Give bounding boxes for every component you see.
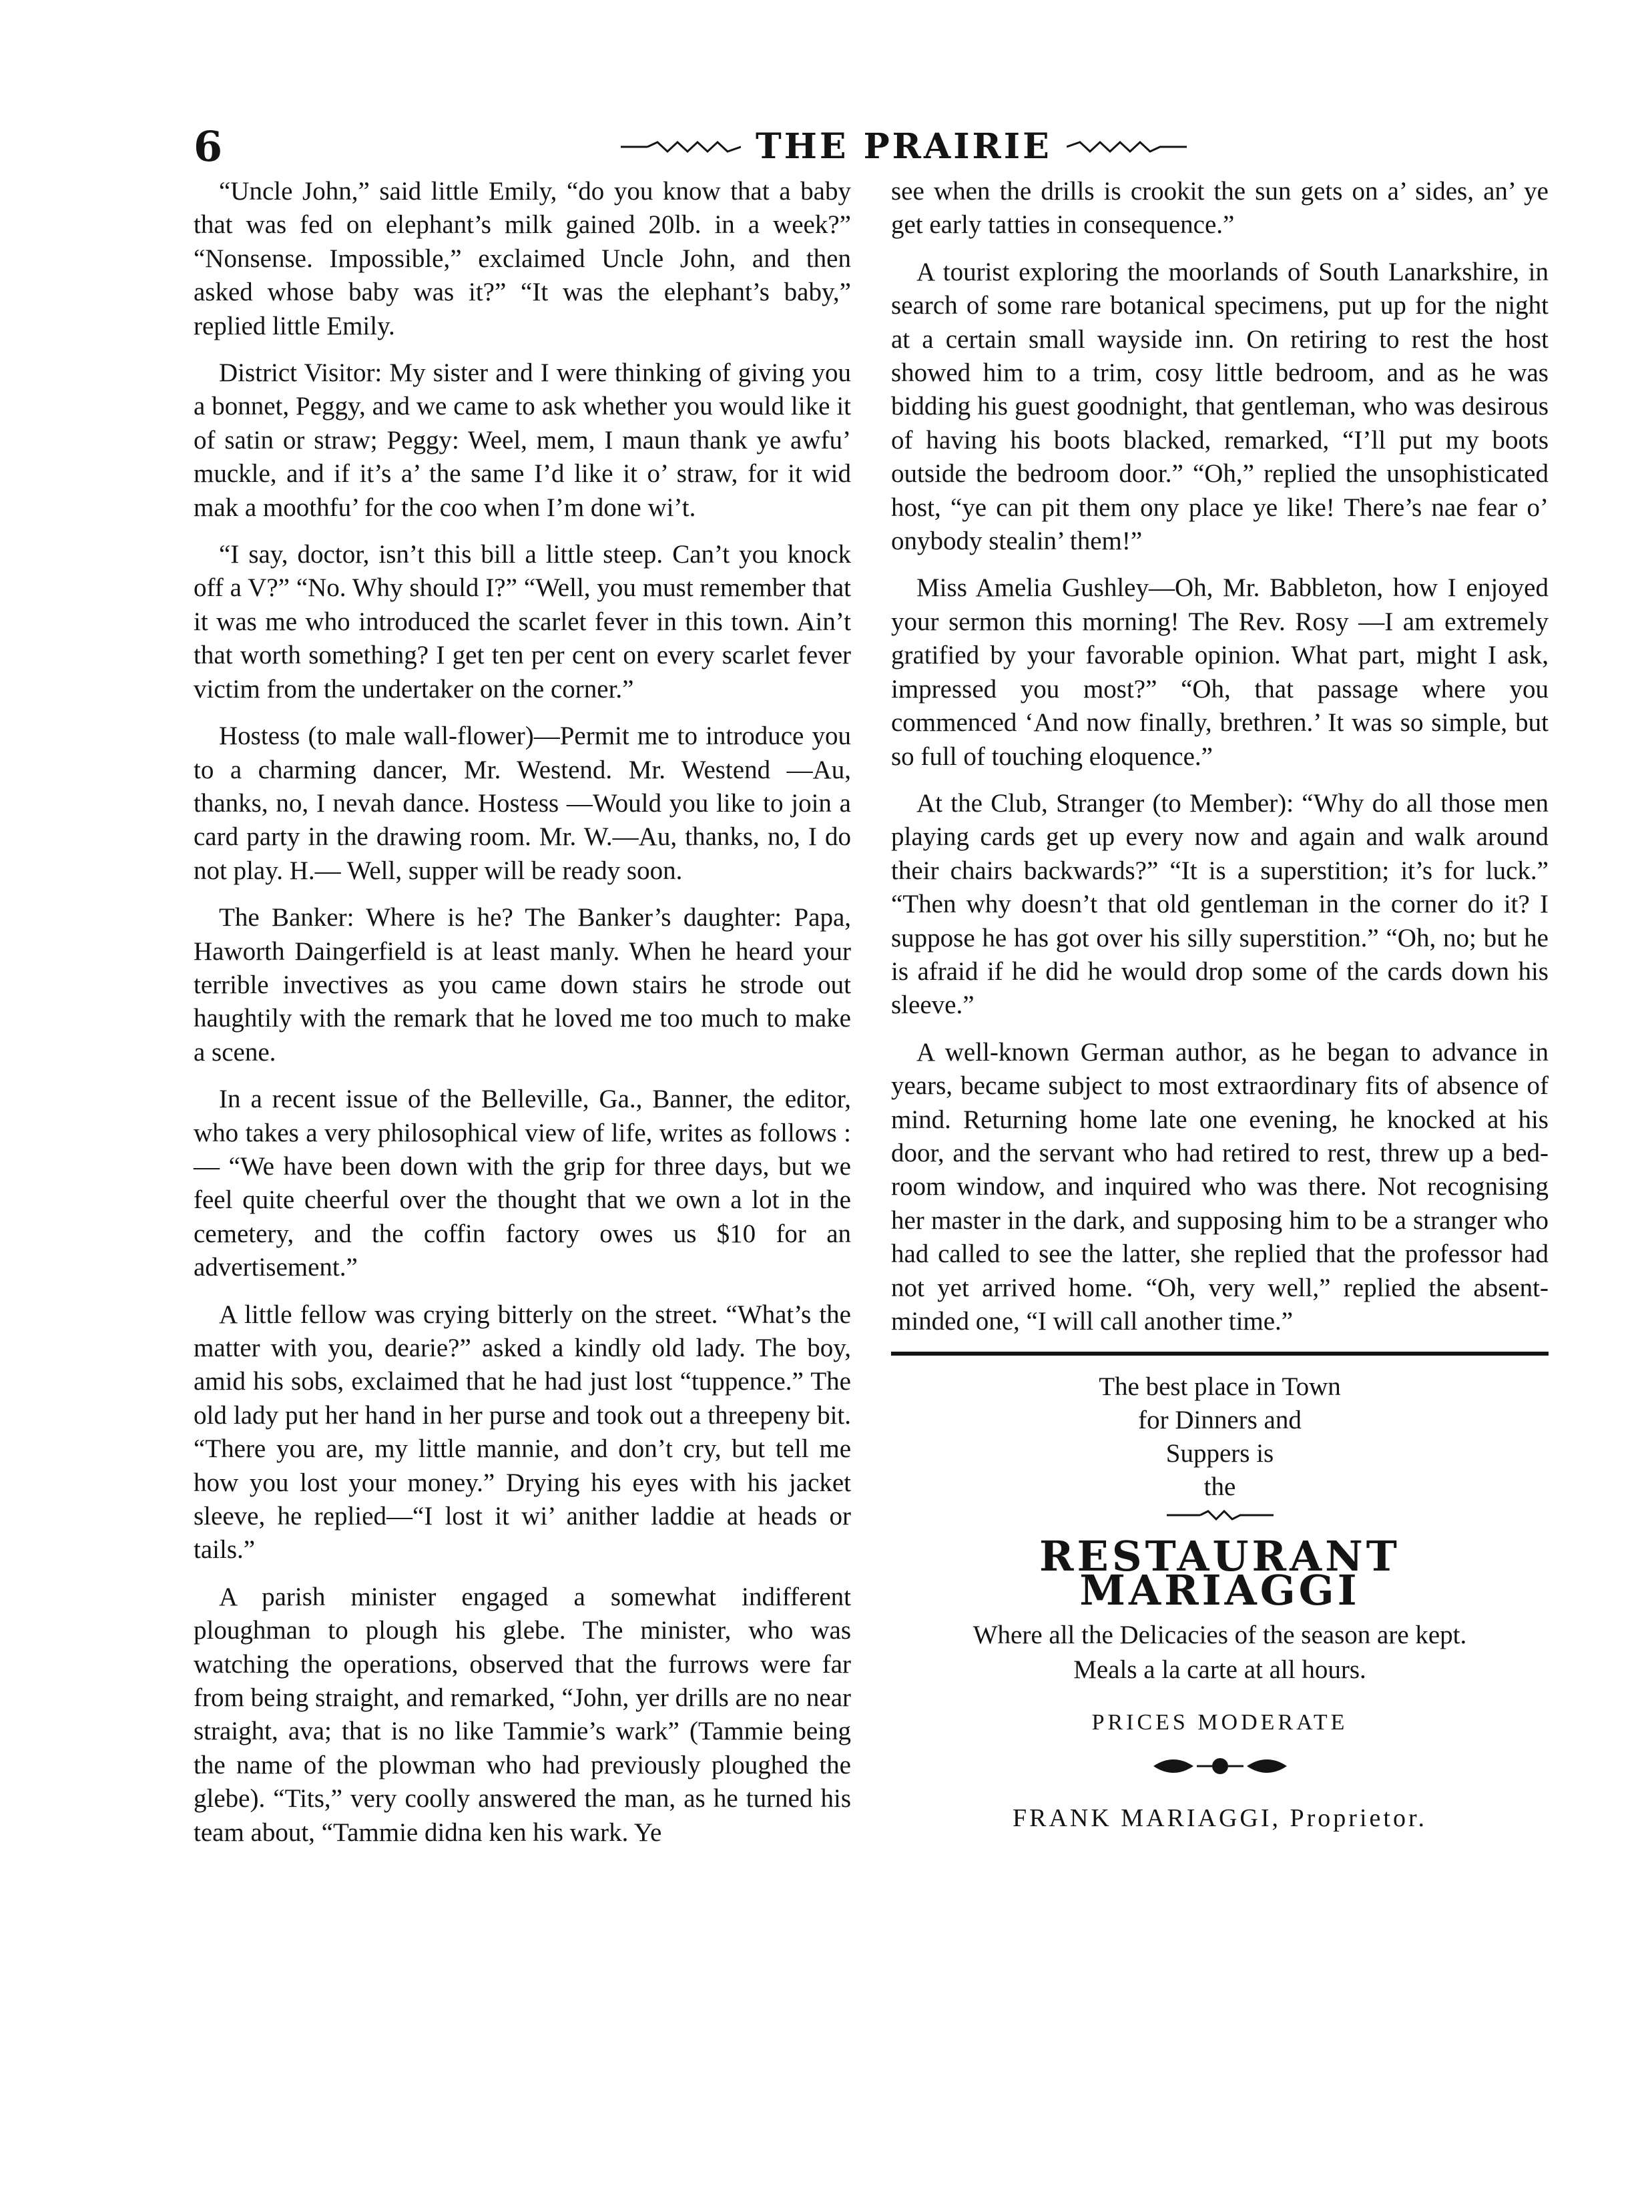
paragraph-at-the-club: At the Club, Stranger (to Member): “Why do all those men playing cards get up every now and again and walk around their chairs backwards?” “It is a superstition; it’s for luck.” “Then why doesn’t that old gentleman in the corner do it? I suppose he has got over his silly superstition.” “Oh, no; but he is afraid if he did he would drop some of the cards down his sleeve.”: [891, 788, 1549, 1020]
paragraph-belleville-banner: In a recent issue of the Belleville, Ga., Banner, the editor, who takes a very philosophical view of life, writes as follows :— “We have been down with the grip for three days, but we feel quite cheerful over the thought that we own a lot in the cemetery, and the coffin factory owes us $10 for an advertisement.”: [194, 1085, 851, 1282]
ad-delicacies-line: Where all the Delicacies of the season are kept.: [973, 1621, 1467, 1650]
right-column: [891, 175, 1549, 1835]
paragraph-tourist: A tourist exploring the moorlands of South Lanarkshire, in search of some rare botanical specimens, put up for the night at a certain small wayside inn. On retiring to rest the host showed him to a trim, cosy little bedroom, and as he was bidding his guest goodnight, that gentleman, who was desirous of having his boots blacked, remarked, “I’ll put my boots outside the bedroom door.” “Oh,” replied the unsophisticated host, “ye can pit them ony place ye like! There’s nae fear o’ onybody stealin’ them!”: [891, 257, 1549, 556]
masthead-title: THE PRAIRIE: [756, 126, 1052, 167]
right-ornament-icon: [1067, 140, 1187, 154]
paragraph-minister-continued: see when the drills is crookit the sun gets on a’ sides, an’ ye get early tatties in consequence.”: [891, 177, 1549, 240]
paragraph-little-fellow: A little fellow was crying bitterly on the street. “What’s the matter with you, dearie?” asked a kindly old lady. The boy, amid his sobs, exclaimed that he had just lost “tuppence.” The old lady put her hand in her purse and took out a threepeny bit. “There you are, my little mannie, and don’t cry, but tell me how you lost your money.” Drying his eyes with his jacket sleeve, he replied—“I lost it wi’ anither laddie at heads or tails.”: [194, 1300, 851, 1565]
paragraph-district-visitor: District Visitor: My sister and I were thinking of giving you a bonnet, Peggy, and we came to ask whether you would like it of satin or straw; Peggy: Weel, mem, I maun thank ye awfu’ muckle, and if it’s a’ the same I’d like it o’ straw, for it wid mak a moothfu’ for the coo when I’m done wi’t.: [194, 358, 851, 522]
ad-intro-line: Suppers is: [1165, 1439, 1274, 1468]
paragraph-german-author: A well-known German author, as he began to advance in years, became subject to most extraordinary fits of absence of mind. Returning home late one evening, he knocked at his door, and the servant who had retired to rest, threw up a bed-room window, and inquired who was there. Not recognising her master in the dark, and supposing him to be a stranger who had called to see the latter, she replied that the professor had not yet arrived home. “Oh, very well,” replied the absent-minded one, “I will call another time.”: [891, 1037, 1549, 1336]
masthead: [621, 126, 1187, 167]
ad-intro: [1033, 1370, 1407, 1504]
page-header: [194, 117, 1502, 177]
left-ornament-icon: [621, 140, 741, 154]
ad-intro-line: the: [1203, 1472, 1236, 1502]
page-number: 6: [194, 122, 223, 171]
small-flourish-icon: [1167, 1509, 1274, 1521]
paragraph-banker: The Banker: Where is he? The Banker’s daughter: Papa, Haworth Daingerfield is at least manly. When he heard your terrible invectives as you came down stairs he strode out haughtily with the remark that he loved me too much to make a scene.: [194, 903, 851, 1067]
ad-meals-line: Meals a la carte at all hours.: [1073, 1655, 1366, 1685]
paragraph-miss-amelia: Miss Amelia Gushley—Oh, Mr. Babbleton, how I enjoyed your sermon this morning! The Rev. Rosy —I am extremely gratified by your favorable opinion. What part, might I ask, impressed you most?” “Oh, that passage where you commenced ‘And now finally, brethren.’ It was so simple, but so full of touching eloquence.”: [891, 573, 1549, 771]
decorative-ornament-icon: [1147, 1749, 1294, 1783]
paragraph-doctor-bill: “I say, doctor, isn’t this bill a little steep. Can’t you knock off a V?” “No. Why should I?” “Well, you must remember that it was me who introduced the scarlet fever in this town. Ain’t that worth something? I get ten per cent on every scarlet fever victim from the undertaker on the corner.”: [194, 540, 851, 704]
ad-prices: PRICES MODERATE: [1091, 1710, 1348, 1735]
ad-intro-line: The best place in Town: [1099, 1372, 1341, 1402]
restaurant-name: RESTAURANT MARIAGGI: [1039, 1532, 1400, 1615]
ad-proprietor: FRANK MARIAGGI, Proprietor.: [1013, 1804, 1427, 1832]
article-columns: [194, 175, 1562, 2151]
paragraph-uncle-john: “Uncle John,” said little Emily, “do you know that a baby that was fed on elephant’s milk gained 20lb. in a week?” “Nonsense. Impossible,” exclaimed Uncle John, and then asked whose baby was it?” “It was the elephant’s baby,” replied little Emily.: [194, 177, 851, 340]
ad-intro-line: for Dinners and: [1138, 1406, 1302, 1435]
paragraph-hostess: Hostess (to male wall-flower)—Permit me to introduce you to a charming dancer, Mr. Westend. Mr. Westend —Au, thanks, no, I nevah dance. Hostess —Would you like to join a card party in the drawing room. Mr. W.—Au, thanks, no, I do not play. H.— Well, supper will be ready soon.: [194, 722, 851, 885]
left-column: [194, 175, 851, 1863]
restaurant-advertisement: [891, 1370, 1549, 1835]
advertisement-top-rule: [891, 1352, 1549, 1356]
paragraph-parish-minister: A parish minister engaged a somewhat indifferent ploughman to plough his glebe. The minister, who was watching the operations, observed that the furrows were far from being straight, and remarked, “John, yer drills are no near straight, ava; that is no like Tammie’s wark” (Tammie being the name of the plowman who had previously ploughed the glebe). “Tits,” very coolly answered the man, as he turned his team about, “Tammie didna ken his wark. Ye: [194, 1582, 851, 1847]
